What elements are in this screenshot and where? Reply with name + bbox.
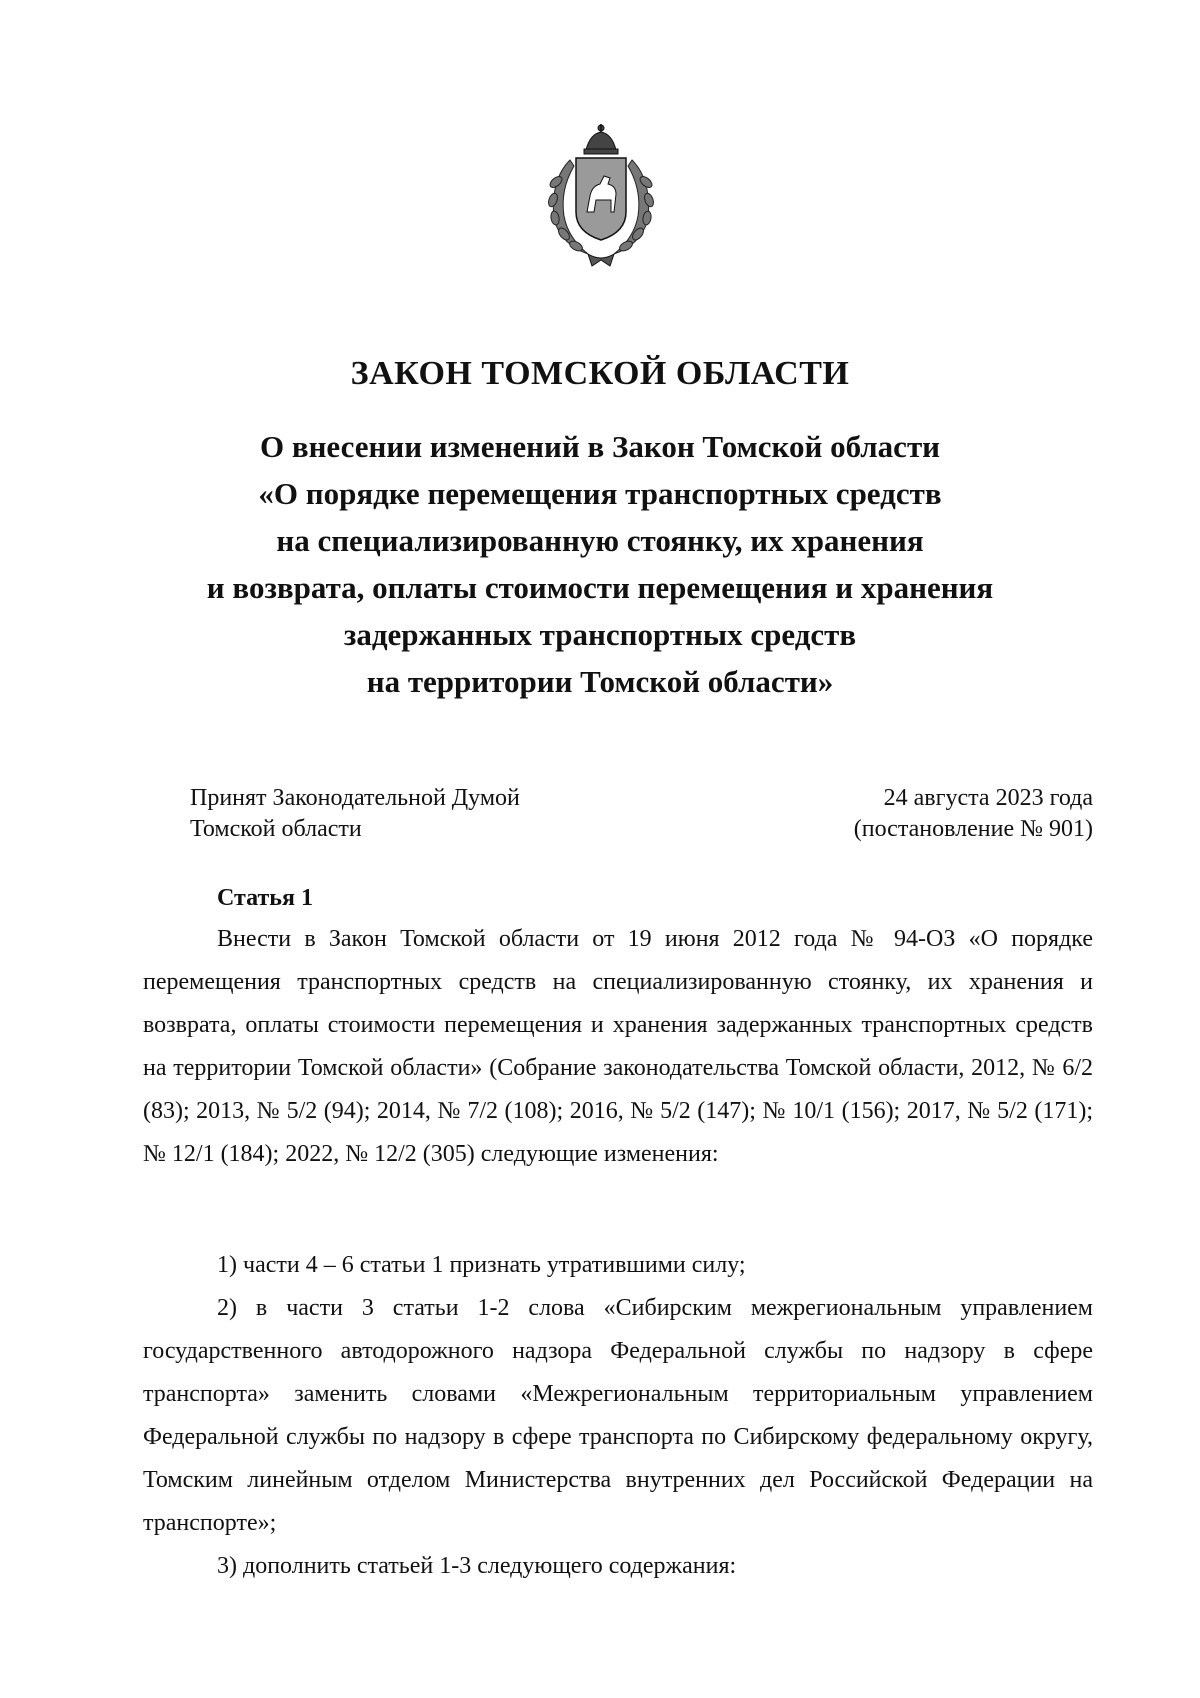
subtitle-line: О внесении изменений в Закон Томской области — [259, 429, 941, 464]
subtitle-line: задержанных транспортных средств — [343, 617, 857, 652]
adopted-by-block — [190, 783, 520, 845]
subtitle-line: на специализированную стоянку, их хранения — [276, 523, 924, 558]
article-item-3: 3) дополнить статьей 1-3 следующего содержания: — [217, 1553, 737, 1579]
article-heading: Статья 1 — [217, 885, 313, 911]
subtitle-line: «О порядке перемещения транспортных средств — [258, 476, 942, 511]
adopted-by-line: Принят Законодательной Думой — [190, 785, 520, 811]
document-title: ЗАКОН ТОМСКОЙ ОБЛАСТИ — [350, 355, 850, 392]
article-paragraph: Внести в Закон Томской области от 19 июня 2012 года № 94-ОЗ «О порядке перемещения транспортных средств на специализированную стоянку, их хранения и возврата, оплаты стоимости перемещения и хранения задержанных транспортных средств на территории Томской области» (Собрание законодательства Томской области, 2012, № 6/2 (83); 2013, № 5/2 (94); 2014, № 7/2 (108); 2016, № 5/2 (147); № 10/1 (156); 2017, № 5/2 (171); № 12/1 (184); 2022, № 12/2 (305) следующие изменения: — [143, 926, 1093, 1167]
adoption-date: 24 августа 2023 года — [883, 785, 1093, 811]
subtitle-line: и возврата, оплаты стоимости перемещения и хранения — [206, 570, 994, 605]
article-item-1: 1) части 4 – 6 статьи 1 признать утратившими силу; — [217, 1252, 746, 1278]
subtitle-line: на территории Томской области» — [366, 664, 834, 699]
article-item-2: 2) в части 3 статьи 1-2 слова «Сибирским межрегиональным управлением государственного автодорожного надзора Федеральной службы по надзору в сфере транспорта» заменить словами «Межрегиональным территориальным управлением Федеральной службы по надзору в сфере транспорта по Сибирскому федеральному округу, Томским линейным отделом Министерства внутренних дел Российской Федерации на транспорте»; — [143, 1295, 1093, 1536]
adoption-date-block — [854, 783, 1093, 845]
document-subtitle — [0, 423, 1200, 705]
resolution-number: (постановление № 901) — [853, 816, 1093, 842]
adopted-by-line: Томской области — [190, 816, 362, 842]
coat-of-arms-icon — [540, 120, 662, 270]
